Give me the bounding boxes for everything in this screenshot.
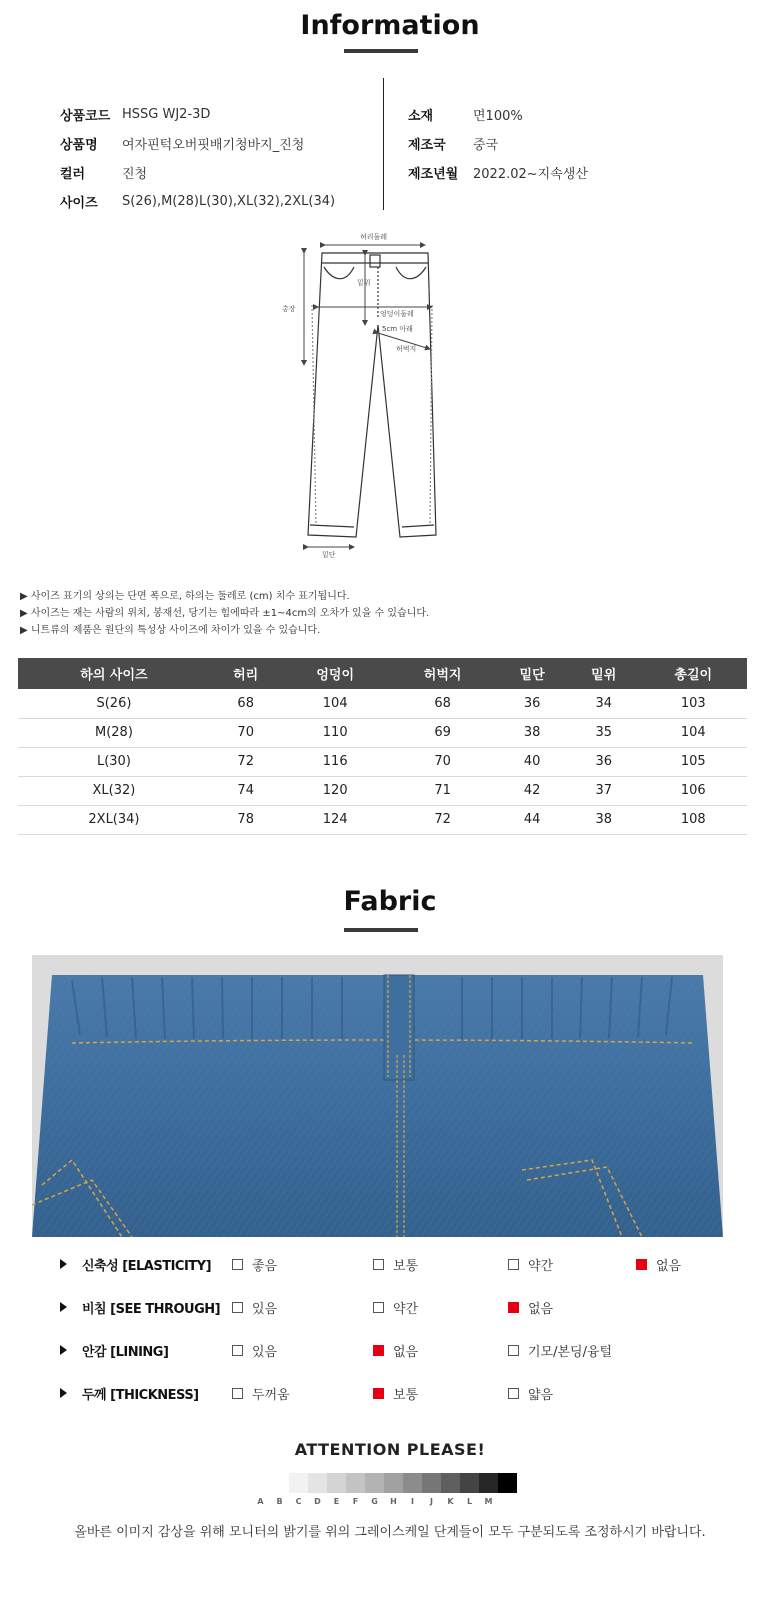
info-key: 소재 [408,109,434,124]
table-cell: 69 [389,718,496,747]
grayscale-letter: G [371,1497,378,1506]
grayscale-letter: A [257,1497,264,1506]
checked-checkbox-icon [636,1259,647,1270]
grayscale-letter: C [295,1497,302,1506]
info-key: 상품코드 [60,109,111,124]
grayscale-swatch [479,1473,498,1493]
grayscale-swatch [498,1473,517,1493]
info-row-color [60,158,335,187]
header-cell: 엉덩이 [282,658,389,689]
info-row-material [408,100,588,129]
label-hem: 밑단 [322,551,336,559]
option-label: 약간 [528,1259,554,1274]
information-title: Information [300,10,480,41]
checked-checkbox-icon [508,1302,519,1313]
info-row-size [60,187,335,216]
checkbox-icon [373,1302,384,1313]
table-cell: 37 [568,776,640,805]
header-cell: 허리 [210,658,282,689]
table-cell: 71 [389,776,496,805]
triangle-bullet-icon [60,1345,67,1355]
info-right-column [408,100,588,187]
option-label: 없음 [528,1302,554,1317]
table-cell: 108 [640,805,747,834]
table-cell: 116 [282,747,389,776]
label-rise: 밑위 [357,279,371,287]
table-cell: 42 [496,776,568,805]
info-left-column [60,100,335,216]
table-cell: 106 [640,776,747,805]
info-value: S(26),M(28)L(30),XL(32),2XL(34) [122,194,336,209]
pants-outline [308,253,436,537]
table-row [18,805,747,834]
table-cell: 72 [210,747,282,776]
grayscale-swatch [441,1473,460,1493]
grayscale-swatch [460,1473,479,1493]
table-cell: 124 [282,805,389,834]
pants-measurement-diagram [270,225,510,565]
fabric-option[interactable] [232,1341,277,1360]
fabric-row-label: 신축성 [ELASTICITY] [82,1259,212,1274]
info-row-country [408,129,588,158]
grayscale-swatch [346,1473,365,1493]
checkbox-icon [508,1345,519,1356]
fabric-option[interactable] [232,1255,277,1274]
table-row [18,747,747,776]
table-row [18,689,747,718]
grayscale-letter: F [352,1497,359,1506]
fabric-option[interactable] [636,1255,681,1274]
size-notes [20,586,429,637]
checkbox-icon [232,1345,243,1356]
grayscale-letter: D [314,1497,321,1506]
denim-fabric-photo [32,955,723,1237]
table-cell: 70 [389,747,496,776]
checkbox-icon [232,1388,243,1399]
header-cell: 밑위 [568,658,640,689]
checkbox-icon [508,1388,519,1399]
grayscale-letter: K [447,1497,454,1506]
table-cell: XL(32) [18,776,210,805]
note-line: ▶ 사이즈 표기의 상의는 단면 폭으로, 하의는 둘레로 (cm) 치수 표기됩니다. [20,591,350,602]
table-cell: 36 [496,689,568,718]
table-cell: 40 [496,747,568,776]
table-cell: 70 [210,718,282,747]
fabric-option[interactable] [508,1341,612,1360]
info-value: 면100% [473,109,523,124]
option-label: 있음 [252,1302,278,1317]
table-cell: 78 [210,805,282,834]
option-label: 약간 [393,1302,419,1317]
grayscale-swatch [365,1473,384,1493]
info-value: HSSG WJ2-3D [122,107,211,122]
fabric-option[interactable] [508,1298,553,1317]
size-table-header [18,658,747,689]
triangle-bullet-icon [60,1302,67,1312]
info-row-manufacture-date [408,158,588,187]
table-cell: 104 [282,689,389,718]
label-length: 총장 [282,305,296,313]
grayscale-swatch [308,1473,327,1493]
fabric-row-see-through [0,1287,780,1330]
label-hip: 엉덩이둘레 [380,310,414,318]
header-cell: 하의 사이즈 [18,658,210,689]
checkbox-icon [232,1302,243,1313]
note-line: ▶ 니트류의 제품은 원단의 특성상 사이즈에 차이가 있을 수 있습니다. [20,625,321,636]
table-cell: 68 [389,689,496,718]
fabric-option[interactable] [232,1298,277,1317]
table-cell: M(28) [18,718,210,747]
grayscale-letters [251,1497,498,1506]
grayscale-swatch [403,1473,422,1493]
table-cell: 34 [568,689,640,718]
header-cell: 밑단 [496,658,568,689]
info-divider [383,78,384,210]
attention-note: 올바른 이미지 감상을 위해 모니터의 밝기를 위의 그레이스케일 단계들이 모두 구분되도록 조정하시기 바랍니다. [74,1525,706,1540]
info-value: 2022.02~지속생산 [473,167,588,182]
fabric-option[interactable] [373,1255,418,1274]
table-cell: 36 [568,747,640,776]
option-label: 있음 [252,1345,278,1360]
table-cell: 103 [640,689,747,718]
fabric-row-elasticity [0,1244,780,1287]
label-small: 5cm 아래 [382,325,413,333]
fabric-title-underline [344,928,418,932]
info-row-product-code [60,100,335,129]
table-cell: S(26) [18,689,210,718]
info-value: 여자핀턱오버핏배기청바지_진청 [122,138,305,153]
fabric-row-label: 두께 [THICKNESS] [82,1388,199,1403]
fabric-row-lining [0,1330,780,1373]
info-key: 상품명 [60,138,98,153]
table-cell: 74 [210,776,282,805]
option-label: 좋음 [252,1259,278,1274]
checked-checkbox-icon [373,1345,384,1356]
fabric-option[interactable] [373,1384,418,1403]
information-title-underline [344,49,418,53]
table-cell: 105 [640,747,747,776]
fabric-row-label: 안감 [LINING] [82,1345,169,1360]
info-key: 컬러 [60,167,86,182]
header-cell: 총길이 [640,658,747,689]
option-label: 두꺼움 [252,1388,290,1403]
info-value: 진청 [122,167,148,182]
checkbox-icon [508,1259,519,1270]
fabric-row-label: 비침 [SEE THROUGH] [82,1302,221,1317]
table-row [18,776,747,805]
table-cell: 110 [282,718,389,747]
option-label: 없음 [656,1259,682,1274]
grayscale-swatch [422,1473,441,1493]
grayscale-letter: B [276,1497,283,1506]
option-label: 보통 [393,1388,419,1403]
table-cell: L(30) [18,747,210,776]
table-cell: 104 [640,718,747,747]
grayscale-letter: I [411,1497,414,1506]
label-waist: 허리둘레 [360,233,388,241]
fabric-row-thickness [0,1373,780,1416]
fabric-option[interactable] [232,1384,290,1403]
table-cell: 68 [210,689,282,718]
grayscale-letter: M [484,1497,493,1506]
note-line: ▶ 사이즈는 재는 사람의 위치, 봉재선, 당기는 힘에따라 ±1~4cm의 오차가 있을 수 있습니다. [20,608,430,619]
attention-title: ATTENTION PLEASE! [294,1440,486,1459]
option-label: 기모/본딩/융털 [528,1345,613,1360]
option-label: 보통 [393,1259,419,1274]
fabric-option[interactable] [508,1384,553,1403]
fabric-option[interactable] [373,1298,418,1317]
info-key: 사이즈 [60,196,98,211]
info-key: 제조국 [408,138,446,153]
table-cell: 120 [282,776,389,805]
info-key: 제조년월 [408,167,459,182]
checked-checkbox-icon [373,1388,384,1399]
label-thigh: 허벅지 [396,345,417,353]
checkbox-icon [232,1259,243,1270]
triangle-bullet-icon [60,1388,67,1398]
table-cell: 72 [389,805,496,834]
option-label: 얇음 [528,1388,554,1403]
fabric-option[interactable] [373,1341,418,1360]
table-row [18,718,747,747]
grayscale-swatch [384,1473,403,1493]
header-cell: 허벅지 [389,658,496,689]
option-label: 없음 [393,1345,419,1360]
grayscale-letter: H [390,1497,397,1506]
grayscale-letter: E [333,1497,340,1506]
fabric-option[interactable] [508,1255,553,1274]
table-cell: 38 [496,718,568,747]
info-row-product-name [60,129,335,158]
checkbox-icon [373,1259,384,1270]
table-cell: 2XL(34) [18,805,210,834]
grayscale-swatch [327,1473,346,1493]
fabric-title: Fabric [343,886,437,917]
info-value: 중국 [473,138,499,153]
table-cell: 35 [568,718,640,747]
table-cell: 38 [568,805,640,834]
grayscale-swatch [270,1473,289,1493]
grayscale-letter: J [430,1497,433,1506]
size-table [18,658,747,835]
table-cell: 44 [496,805,568,834]
grayscale-swatch [289,1473,308,1493]
grayscale-letter: L [466,1497,473,1506]
grayscale-bar [270,1473,517,1493]
triangle-bullet-icon [60,1259,67,1269]
